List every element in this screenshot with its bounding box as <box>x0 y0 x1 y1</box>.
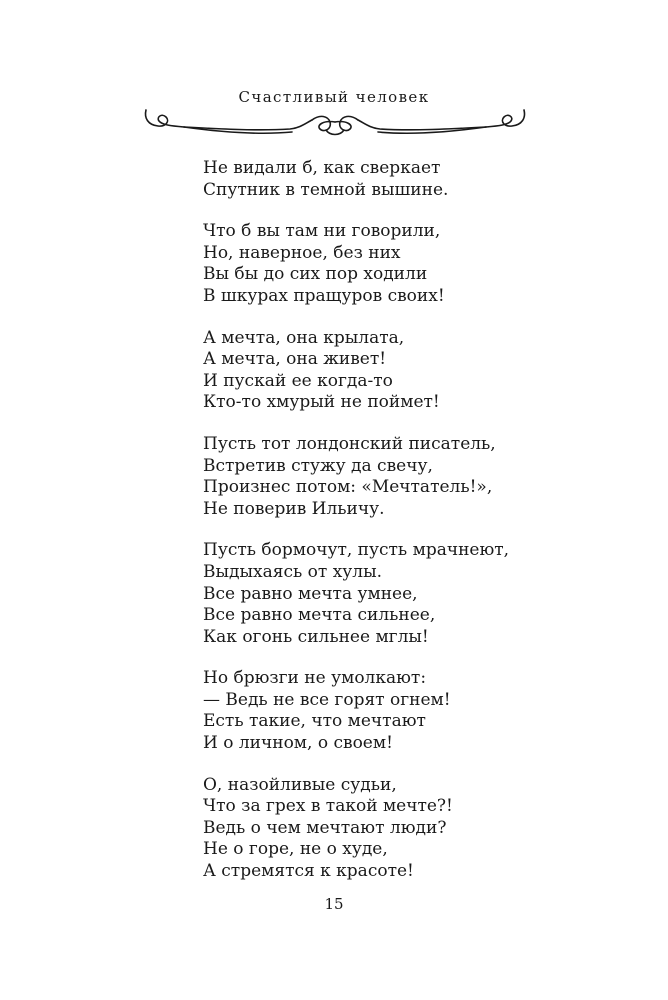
poem-line: Спутник в темной вышине. <box>203 179 449 200</box>
stanza <box>203 221 643 307</box>
poem-line: Кто-то хмурый не поймет! <box>203 392 440 413</box>
poem-line: Не видали б, как сверкает <box>203 158 441 178</box>
stanza <box>203 775 643 883</box>
poem-line: — Ведь не все горят огнем! <box>203 689 451 710</box>
page-number: 15 <box>324 895 344 913</box>
scroll-flourish-icon <box>140 108 530 142</box>
poem-line: Встретив стужу да свечу, <box>203 455 433 476</box>
poem-line: А мечта, она живет! <box>203 349 387 370</box>
poem-line: В шкурах пращуров своих! <box>203 285 445 306</box>
stanza <box>203 668 643 754</box>
poem-body <box>203 158 643 903</box>
poem-line: И пускай ее когда-то <box>203 370 393 391</box>
poem-line: Что б вы там ни говорили, <box>203 221 441 242</box>
poem-line: А мечта, она крылата, <box>203 327 405 348</box>
poem-line: Все равно мечта умнее, <box>203 583 418 604</box>
poem-line: Пусть тот лондонский писатель, <box>203 433 496 454</box>
poem-line: Пусть бормочут, пусть мрачнеют, <box>203 540 510 561</box>
stanza <box>203 158 643 201</box>
poem-line: Есть такие, что мечтают <box>203 711 426 732</box>
stanza <box>203 540 643 648</box>
stanza <box>203 328 643 414</box>
poem-line: Не поверив Ильичу. <box>203 498 385 519</box>
poem-line: Все равно мечта сильнее, <box>203 605 436 626</box>
poem-line: Но, наверное, без них <box>203 242 401 263</box>
poem-line: Вы бы до сих пор ходили <box>203 264 428 285</box>
running-head: Счастливый человек <box>238 88 430 106</box>
poem-line: Не о горе, не о худе, <box>203 839 388 860</box>
poem-line: Произнес потом: «Мечтатель!», <box>203 477 493 498</box>
poem-line: Но брюзги не умолкают: <box>203 668 427 689</box>
poem-line: Что за грех в такой мечте?! <box>203 796 453 817</box>
poem-line: Ведь о чем мечтают люди? <box>203 817 447 838</box>
poem-line: О, назойливые судьи, <box>203 774 397 795</box>
poem-line: Выдыхаясь от хулы. <box>203 561 383 582</box>
poem-line: И о личном, о своем! <box>203 733 393 754</box>
poem-line: А стремятся к красоте! <box>203 861 414 882</box>
poem-line: Как огонь сильнее мглы! <box>203 626 429 647</box>
stanza <box>203 434 643 520</box>
